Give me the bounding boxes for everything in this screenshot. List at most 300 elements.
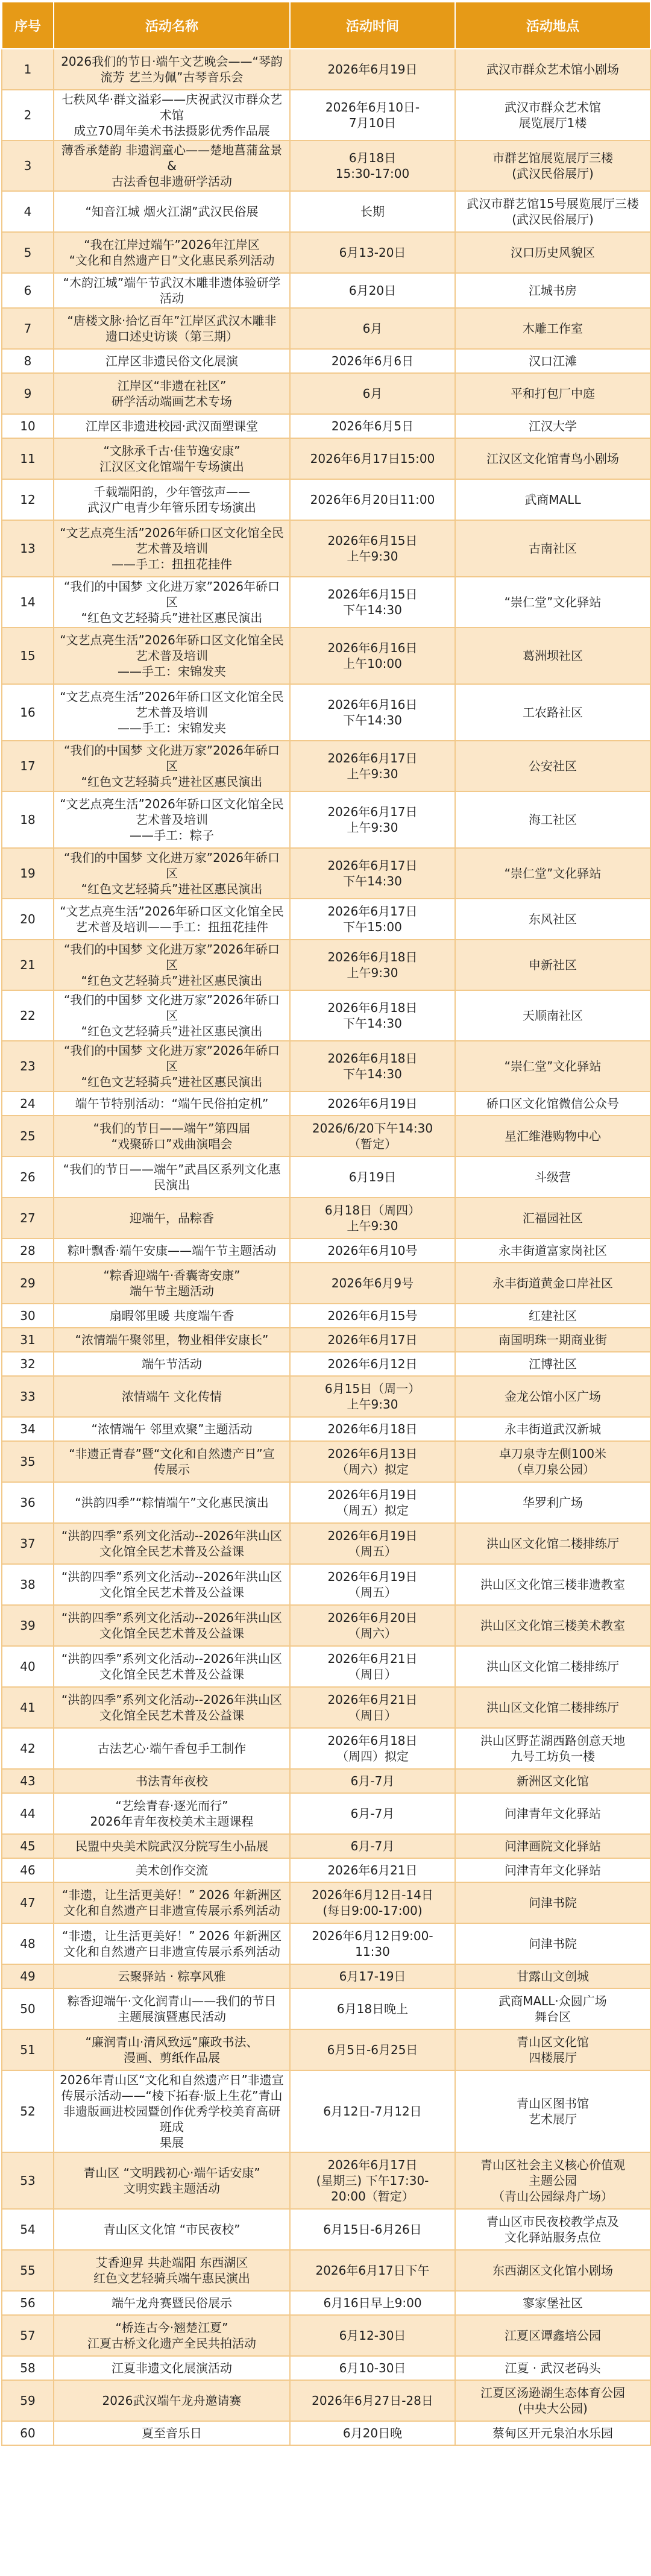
row-number xyxy=(2,2380,54,2421)
table-row xyxy=(2,1263,650,1304)
activity-name xyxy=(54,1769,290,1793)
activity-time xyxy=(290,1417,455,1441)
row-number xyxy=(2,191,54,232)
activity-name xyxy=(54,1041,290,1092)
activity-time xyxy=(290,232,455,273)
row-number-text: 18 xyxy=(20,812,36,827)
activity-time-text: 2026年6月18日 xyxy=(327,1422,418,1436)
activity-name xyxy=(54,349,290,373)
activity-name-text: 扇暇邻里暖 共度端午香 xyxy=(109,1308,234,1323)
activity-place-text: 木雕工作室 xyxy=(523,321,583,336)
activity-name-text: “文艺点亮生活”2026年硚口区文化馆全民 艺术普及培训 ——手工：扭扭花挂件 xyxy=(60,526,284,571)
activity-time-text: 2026年6月17日 (星期三) 下午17:30- 20:00（暂定） xyxy=(316,2158,429,2204)
row-number-text: 46 xyxy=(20,1863,36,1877)
row-number-text: 30 xyxy=(20,1308,36,1323)
row-number xyxy=(2,1116,54,1157)
row-number-text: 9 xyxy=(24,386,32,401)
activity-time-text: 6月-7月 xyxy=(350,1839,395,1853)
activity-place xyxy=(455,684,650,741)
row-number xyxy=(2,414,54,438)
activity-place-text: “崇仁堂”文化驿站 xyxy=(504,595,602,609)
row-number-text: 50 xyxy=(20,2002,36,2016)
activity-name xyxy=(54,308,290,349)
activity-name-text: “我们的中国梦 文化进万家”2026年硚口区 “红色文艺轻骑兵”进社区惠民演出 xyxy=(64,850,280,896)
activity-name-text: “洪韵四季”系列文化活动--2026年洪山区 文化馆全民艺术普及公益课 xyxy=(61,1651,283,1682)
activity-time-text: 2026年6月17日下午 xyxy=(315,2263,430,2278)
activity-name xyxy=(54,2291,290,2315)
activity-name-text: “文艺点亮生活”2026年硚口区文化馆全民 艺术普及培训 ——手工：宋锦发夹 xyxy=(60,690,284,735)
activity-time-text: 2026年6月20日 （周六） xyxy=(327,1610,418,1641)
row-number xyxy=(2,349,54,373)
activity-name-text: “廉润青山·清风致远”廉政书法、 漫画、剪纸作品展 xyxy=(85,2035,259,2065)
activity-name-text: “洪韵四季”系列文化活动--2026年洪山区 文化馆全民艺术普及公益课 xyxy=(61,1569,283,1600)
row-number xyxy=(2,1769,54,1793)
activity-place-text: 汉口江滩 xyxy=(529,354,577,368)
row-number xyxy=(2,1263,54,1304)
activity-name-text: “非遗，让生活更美好！” 2026 年新洲区 文化和自然遗产日非遗宣传展示系列活动 xyxy=(61,1888,282,1918)
table-row xyxy=(2,273,650,308)
activity-time xyxy=(290,1858,455,1882)
row-number xyxy=(2,1964,54,1988)
activity-name xyxy=(54,1263,290,1304)
table-row xyxy=(2,232,650,273)
activity-name xyxy=(54,49,290,90)
activity-time xyxy=(290,1304,455,1328)
activity-time-text: 6月-7月 xyxy=(350,1806,395,1821)
activity-place-text: 洪山区文化馆二楼排练厅 xyxy=(486,1536,619,1551)
row-number xyxy=(2,1239,54,1263)
activity-name xyxy=(54,940,290,990)
activity-name xyxy=(54,1882,290,1923)
activity-name xyxy=(54,1352,290,1376)
row-number-text: 33 xyxy=(20,1389,36,1404)
activity-name xyxy=(54,2152,290,2209)
activity-place-text: 江夏区汤逊湖生态体育公园 (中央大公园) xyxy=(480,2386,625,2416)
activity-place xyxy=(455,308,650,349)
row-number-text: 59 xyxy=(20,2393,36,2408)
activity-place-text: 永丰街道富家岗社区 xyxy=(498,1243,607,1258)
activity-place-text: 武汉市群众艺术馆小剧场 xyxy=(486,62,619,77)
table-row xyxy=(2,1304,650,1328)
activity-time-text: 6月12-30日 xyxy=(339,2328,406,2343)
activity-place xyxy=(455,2070,650,2152)
row-number-text: 60 xyxy=(20,2426,36,2440)
activity-time xyxy=(290,2209,455,2250)
row-number-text: 10 xyxy=(20,419,36,433)
activity-name-text: 薄香承楚韵 非遗润童心——楚地菖蒲盆景& 古法香包非遗研学活动 xyxy=(61,143,283,189)
activity-place-text: 永丰街道武汉新城 xyxy=(505,1422,601,1436)
activity-time xyxy=(290,414,455,438)
activity-name xyxy=(54,1687,290,1728)
row-number xyxy=(2,1793,54,1834)
row-number-text: 3 xyxy=(24,159,32,173)
table-row xyxy=(2,741,650,791)
activity-place xyxy=(455,1352,650,1376)
activity-place xyxy=(455,2152,650,2209)
row-number-text: 7 xyxy=(24,321,32,336)
activity-place-text: 江汉区文化馆青鸟小剧场 xyxy=(486,451,619,466)
activity-name-text: 端午节特别活动：“端午民俗拍定机” xyxy=(75,1096,269,1111)
activity-name xyxy=(54,1923,290,1964)
activity-place-text: 东风社区 xyxy=(529,912,577,926)
activity-time-text: 2026年6月12日-14日 (每日9:00-17:00) xyxy=(312,1888,433,1918)
row-number xyxy=(2,848,54,899)
activity-place-text: 洪山区文化馆三楼美术教室 xyxy=(480,1618,625,1633)
row-number-text: 20 xyxy=(20,912,36,926)
activity-place-text: 蔡甸区开元泉泊水乐园 xyxy=(492,2426,613,2440)
activity-time xyxy=(290,1352,455,1376)
table-row xyxy=(2,1239,650,1263)
row-number-text: 34 xyxy=(20,1422,36,1436)
table-row xyxy=(2,1923,650,1964)
header-activity-time: 活动时间 xyxy=(290,2,455,49)
table-body xyxy=(2,49,650,2445)
row-number-text: 41 xyxy=(20,1700,36,1715)
activity-time-text: 2026年6月12日9:00- 11:30 xyxy=(312,1929,433,1959)
table-row xyxy=(2,2152,650,2209)
activity-place-text: 问津青年文化驿站 xyxy=(505,1863,601,1877)
activity-name xyxy=(54,1116,290,1157)
activity-place xyxy=(455,1834,650,1858)
activity-time-text: 6月15日（周一） 上午9:30 xyxy=(324,1381,421,1412)
activity-name-text: “洪韵四季”“粽情端午”文化惠民演出 xyxy=(75,1495,269,1510)
activity-name-text: “粽香迎端午·香囊寄安康” 端午节主题活动 xyxy=(103,1268,241,1298)
activity-time-text: 2026年6月15日 上午9:30 xyxy=(327,533,418,564)
activity-place-text: 东西湖区文化馆小剧场 xyxy=(492,2263,613,2278)
activity-time xyxy=(290,1263,455,1304)
activity-time xyxy=(290,1376,455,1417)
activity-name xyxy=(54,1417,290,1441)
activity-place xyxy=(455,1988,650,2029)
activity-time xyxy=(290,684,455,741)
row-number xyxy=(2,1728,54,1769)
table-row xyxy=(2,1523,650,1564)
row-number-text: 28 xyxy=(20,1243,36,1258)
activity-time-text: 2026年6月17日 上午9:30 xyxy=(327,751,418,781)
row-number-text: 40 xyxy=(20,1659,36,1674)
activity-place-text: 星汇维港购物中心 xyxy=(505,1129,601,1143)
table-row xyxy=(2,1793,650,1834)
activity-place-text: 武商MALL xyxy=(524,492,581,507)
activity-name-text: 青山区 “文明践初心·端午话安康” 文明实践主题活动 xyxy=(83,2166,260,2196)
activity-time xyxy=(290,1988,455,2029)
row-number-text: 15 xyxy=(20,649,36,663)
activity-place-text: 青山区社会主义核心价值观 主题公园 （青山公园绿舟广场） xyxy=(480,2158,625,2204)
activity-name xyxy=(54,1482,290,1523)
activity-place xyxy=(455,2291,650,2315)
activity-place-text: “崇仁堂”文化驿站 xyxy=(504,866,602,881)
activity-name-text: “我们的节日——端午”武昌区系列文化惠 民演出 xyxy=(63,1162,281,1192)
activity-name xyxy=(54,1988,290,2029)
activity-time-text: 2026年6月27日-28日 xyxy=(312,2393,433,2408)
activity-place xyxy=(455,191,650,232)
table-row xyxy=(2,349,650,373)
activity-place-text: 洪山区文化馆二楼排练厅 xyxy=(486,1700,619,1715)
table-row xyxy=(2,940,650,990)
activity-name-text: 夏至音乐日 xyxy=(142,2426,202,2440)
activity-time-text: 2026年6月18日 下午14:30 xyxy=(327,1051,418,1081)
activity-place-text: 海工社区 xyxy=(529,812,577,827)
activity-name xyxy=(54,2029,290,2070)
activity-time-text: 6月10-30日 xyxy=(339,2361,406,2375)
activity-place-text: 汉口历史风貌区 xyxy=(511,245,595,260)
row-number-text: 38 xyxy=(20,1577,36,1592)
activity-name-text: 江岸区“非遗在社区” 研学活动端画艺术专场 xyxy=(112,379,232,409)
row-number xyxy=(2,990,54,1041)
activity-place xyxy=(455,1157,650,1198)
activity-time-text: 2026年6月19日 （周五） xyxy=(327,1528,418,1559)
activity-time xyxy=(290,627,455,684)
activity-place-text: 江夏 · 武汉老码头 xyxy=(505,2361,601,2375)
activity-time xyxy=(290,140,455,191)
activity-name-text: “洪韵四季”系列文化活动--2026年洪山区 文化馆全民艺术普及公益课 xyxy=(61,1610,283,1641)
activity-place xyxy=(455,1116,650,1157)
activity-name xyxy=(54,1376,290,1417)
activity-time xyxy=(290,1605,455,1646)
activity-time-text: 2026年6月13日 （周六）拟定 xyxy=(327,1447,418,1477)
table-row xyxy=(2,899,650,940)
table-row xyxy=(2,2356,650,2380)
activity-place xyxy=(455,1417,650,1441)
row-number-text: 57 xyxy=(20,2328,36,2343)
activity-name-text: 2026年青山区“文化和自然遗产日”非遗宣 传展示活动——“棱下拓春·版上生花”青山 非遗版画进校园暨创作优秀学校美育高研班成 果展 xyxy=(60,2073,284,2150)
activity-name xyxy=(54,1564,290,1605)
table-row xyxy=(2,49,650,90)
table-row xyxy=(2,2070,650,2152)
activity-name-text: “洪韵四季”系列文化活动--2026年洪山区 文化馆全民艺术普及公益课 xyxy=(61,1528,283,1559)
row-number-text: 45 xyxy=(20,1839,36,1853)
activity-place-text: 青山区市民夜校教学点及 文化驿站服务点位 xyxy=(486,2214,619,2245)
activity-table xyxy=(1,1,651,2446)
table-row xyxy=(2,1116,650,1157)
table-row xyxy=(2,1728,650,1769)
activity-time-text: 2026年6月21日 xyxy=(327,1863,418,1877)
activity-time-text: 6月 xyxy=(362,321,383,336)
activity-place xyxy=(455,1239,650,1263)
activity-time xyxy=(290,791,455,848)
activity-name xyxy=(54,741,290,791)
activity-time xyxy=(290,1923,455,1964)
activity-time-text: 2026年6月17日 上午9:30 xyxy=(327,805,418,835)
activity-place xyxy=(455,1041,650,1092)
table-row xyxy=(2,1769,650,1793)
activity-place-text: 永丰街道黄金口岸社区 xyxy=(492,1276,613,1290)
activity-name-text: “文脉承千古·佳节逸安康” 江汉区文化馆端午专场演出 xyxy=(99,444,244,474)
activity-place xyxy=(455,1858,650,1882)
table-row xyxy=(2,308,650,349)
activity-name xyxy=(54,1646,290,1687)
activity-time xyxy=(290,1092,455,1116)
activity-place xyxy=(455,1687,650,1728)
activity-name-text: “文艺点亮生活”2026年硚口区文化馆全民 艺术普及培训 ——手工：粽子 xyxy=(60,797,284,843)
activity-place xyxy=(455,414,650,438)
row-number xyxy=(2,1417,54,1441)
activity-place-text: 甘露山文创城 xyxy=(517,1969,589,1984)
activity-time-text: 2026年6月18日 上午9:30 xyxy=(327,950,418,980)
activity-time-text: 6月18日晚上 xyxy=(336,2002,409,2016)
activity-time xyxy=(290,273,455,308)
activity-name xyxy=(54,1328,290,1352)
activity-time xyxy=(290,2029,455,2070)
activity-name-text: 书法青年夜校 xyxy=(136,1774,208,1788)
activity-time xyxy=(290,1523,455,1564)
activity-time-text: 6月17-19日 xyxy=(339,1969,406,1984)
activity-place-text: 葛洲坝社区 xyxy=(523,649,583,663)
activity-name xyxy=(54,1793,290,1834)
activity-name-text: “文艺点亮生活”2026年硚口区文化馆全民 艺术普及培训 ——手工：宋锦发夹 xyxy=(60,633,284,679)
activity-time-text: 6月5日-6月25日 xyxy=(327,2043,418,2057)
activity-time-text: 2026年6月10号 xyxy=(327,1243,418,1258)
activity-name xyxy=(54,2250,290,2291)
activity-name-text: “我们的中国梦 文化进万家”2026年硚口区 “红色文艺轻骑兵”进社区惠民演出 xyxy=(64,579,280,625)
activity-time xyxy=(290,479,455,520)
table-row xyxy=(2,191,650,232)
activity-place xyxy=(455,940,650,990)
activity-place-text: 平和打包厂中庭 xyxy=(511,386,595,401)
activity-time xyxy=(290,577,455,627)
activity-place xyxy=(455,1376,650,1417)
activity-name-text: “我们的中国梦 文化进万家”2026年硚口区 “红色文艺轻骑兵”进社区惠民演出 xyxy=(64,743,280,789)
activity-time xyxy=(290,1328,455,1352)
activity-name-text: “我们的中国梦 文化进万家”2026年硚口区 “红色文艺轻骑兵”进社区惠民演出 xyxy=(64,942,280,988)
activity-place-text: 红建社区 xyxy=(529,1308,577,1323)
table-row xyxy=(2,2029,650,2070)
activity-place xyxy=(455,1882,650,1923)
activity-time-text: 2026年6月6日 xyxy=(331,354,414,368)
activity-place-text: 洪山区文化馆二楼排练厅 xyxy=(486,1659,619,1674)
row-number-text: 8 xyxy=(24,354,32,368)
row-number-text: 19 xyxy=(20,866,36,881)
activity-time-text: 2026年6月17日 下午15:00 xyxy=(327,904,418,934)
activity-place xyxy=(455,1198,650,1239)
activity-place xyxy=(455,848,650,899)
row-number-text: 52 xyxy=(20,2104,36,2119)
activity-place-text: 金龙公馆小区广场 xyxy=(505,1389,601,1404)
activity-time-text: 6月20日 xyxy=(348,283,397,298)
activity-name-text: 粽香迎端午·文化润青山——我们的节日 主题展演暨惠民活动 xyxy=(67,1994,277,2024)
activity-name xyxy=(54,899,290,940)
row-number-text: 39 xyxy=(20,1618,36,1633)
activity-place-text: 南国明珠一期商业街 xyxy=(498,1333,607,1347)
activity-time xyxy=(290,1239,455,1263)
table-row xyxy=(2,2380,650,2421)
table-row xyxy=(2,1964,650,1988)
table-row xyxy=(2,373,650,414)
activity-name-text: 浓情端午 文化传情 xyxy=(121,1389,222,1404)
activity-time xyxy=(290,2291,455,2315)
row-number xyxy=(2,1882,54,1923)
activity-name xyxy=(54,140,290,191)
activity-time xyxy=(290,899,455,940)
table-row xyxy=(2,990,650,1041)
row-number-text: 6 xyxy=(24,283,32,298)
header-number: 序号 xyxy=(2,2,54,49)
activity-time-text: 6月19日 xyxy=(348,1170,397,1184)
activity-name xyxy=(54,2421,290,2445)
activity-name xyxy=(54,577,290,627)
activity-time-text: 2026/6/20下午14:30 （暂定） xyxy=(312,1121,433,1151)
activity-name-text: “桥连古今·翘楚江夏” 江夏古桥文化遗产全民共拍活动 xyxy=(87,2320,256,2351)
row-number-text: 13 xyxy=(20,541,36,556)
row-number-text: 21 xyxy=(20,958,36,972)
table-row xyxy=(2,90,650,140)
activity-time-text: 2026年6月15号 xyxy=(327,1308,418,1323)
row-number xyxy=(2,1482,54,1523)
activity-name xyxy=(54,2356,290,2380)
activity-time-text: 2026年6月19日 （周五） xyxy=(327,1569,418,1600)
row-number xyxy=(2,438,54,479)
row-number xyxy=(2,2152,54,2209)
row-number xyxy=(2,1157,54,1198)
activity-time xyxy=(290,940,455,990)
row-number xyxy=(2,2421,54,2445)
activity-place-text: 问津青年文化驿站 xyxy=(505,1806,601,1821)
activity-time-text: 2026年6月12日 xyxy=(327,1357,418,1371)
activity-time-text: 6月 xyxy=(362,386,383,401)
activity-place xyxy=(455,2315,650,2356)
table-row xyxy=(2,791,650,848)
activity-place xyxy=(455,791,650,848)
activity-place xyxy=(455,1605,650,1646)
activity-place xyxy=(455,140,650,191)
activity-name-text: “非遗，让生活更美好！” 2026 年新洲区 文化和自然遗产日非遗宣传展示系列活动 xyxy=(61,1929,282,1959)
activity-place xyxy=(455,627,650,684)
row-number-text: 4 xyxy=(24,204,32,219)
activity-name-text: 古法艺心·端午香包手工制作 xyxy=(97,1741,247,1756)
activity-time-text: 6月12日-7月12日 xyxy=(323,2104,422,2119)
row-number-text: 55 xyxy=(20,2263,36,2278)
activity-place xyxy=(455,479,650,520)
row-number-text: 24 xyxy=(20,1096,36,1111)
activity-place xyxy=(455,1564,650,1605)
activity-time-text: 2026年6月20日11:00 xyxy=(310,492,435,507)
activity-time xyxy=(290,1728,455,1769)
table-row xyxy=(2,2250,650,2291)
activity-name xyxy=(54,684,290,741)
row-number xyxy=(2,1834,54,1858)
activity-name-text: 江岸区非遗进校园·武汉面塑课堂 xyxy=(85,419,259,433)
activity-time xyxy=(290,373,455,414)
activity-place-text: 新洲区文化馆 xyxy=(517,1774,589,1788)
activity-place xyxy=(455,90,650,140)
activity-name xyxy=(54,438,290,479)
activity-name xyxy=(54,1304,290,1328)
activity-place xyxy=(455,741,650,791)
activity-name xyxy=(54,1605,290,1646)
activity-name-text: 粽叶飘香·端午安康——端午节主题活动 xyxy=(67,1243,277,1258)
activity-time-text: 2026年6月21日 （周日） xyxy=(327,1651,418,1682)
activity-name-text: 2026武汉端午龙舟邀请赛 xyxy=(102,2393,242,2408)
row-number xyxy=(2,2250,54,2291)
activity-time xyxy=(290,1793,455,1834)
activity-name xyxy=(54,627,290,684)
activity-name xyxy=(54,90,290,140)
row-number-text: 2 xyxy=(24,108,32,122)
activity-place-text: 青山区图书馆 艺术展厅 xyxy=(517,2096,589,2126)
activity-place-text: 青山区文化馆 四楼展厅 xyxy=(517,2035,589,2065)
activity-time xyxy=(290,1646,455,1687)
activity-time xyxy=(290,1564,455,1605)
activity-place-text: 江夏区谭鑫培公园 xyxy=(505,2328,601,2343)
table-row xyxy=(2,1157,650,1198)
row-number-text: 43 xyxy=(20,1774,36,1788)
table-row xyxy=(2,1564,650,1605)
table-row xyxy=(2,1041,650,1092)
activity-name xyxy=(54,2380,290,2421)
row-number xyxy=(2,479,54,520)
activity-place xyxy=(455,2380,650,2421)
activity-place xyxy=(455,2250,650,2291)
